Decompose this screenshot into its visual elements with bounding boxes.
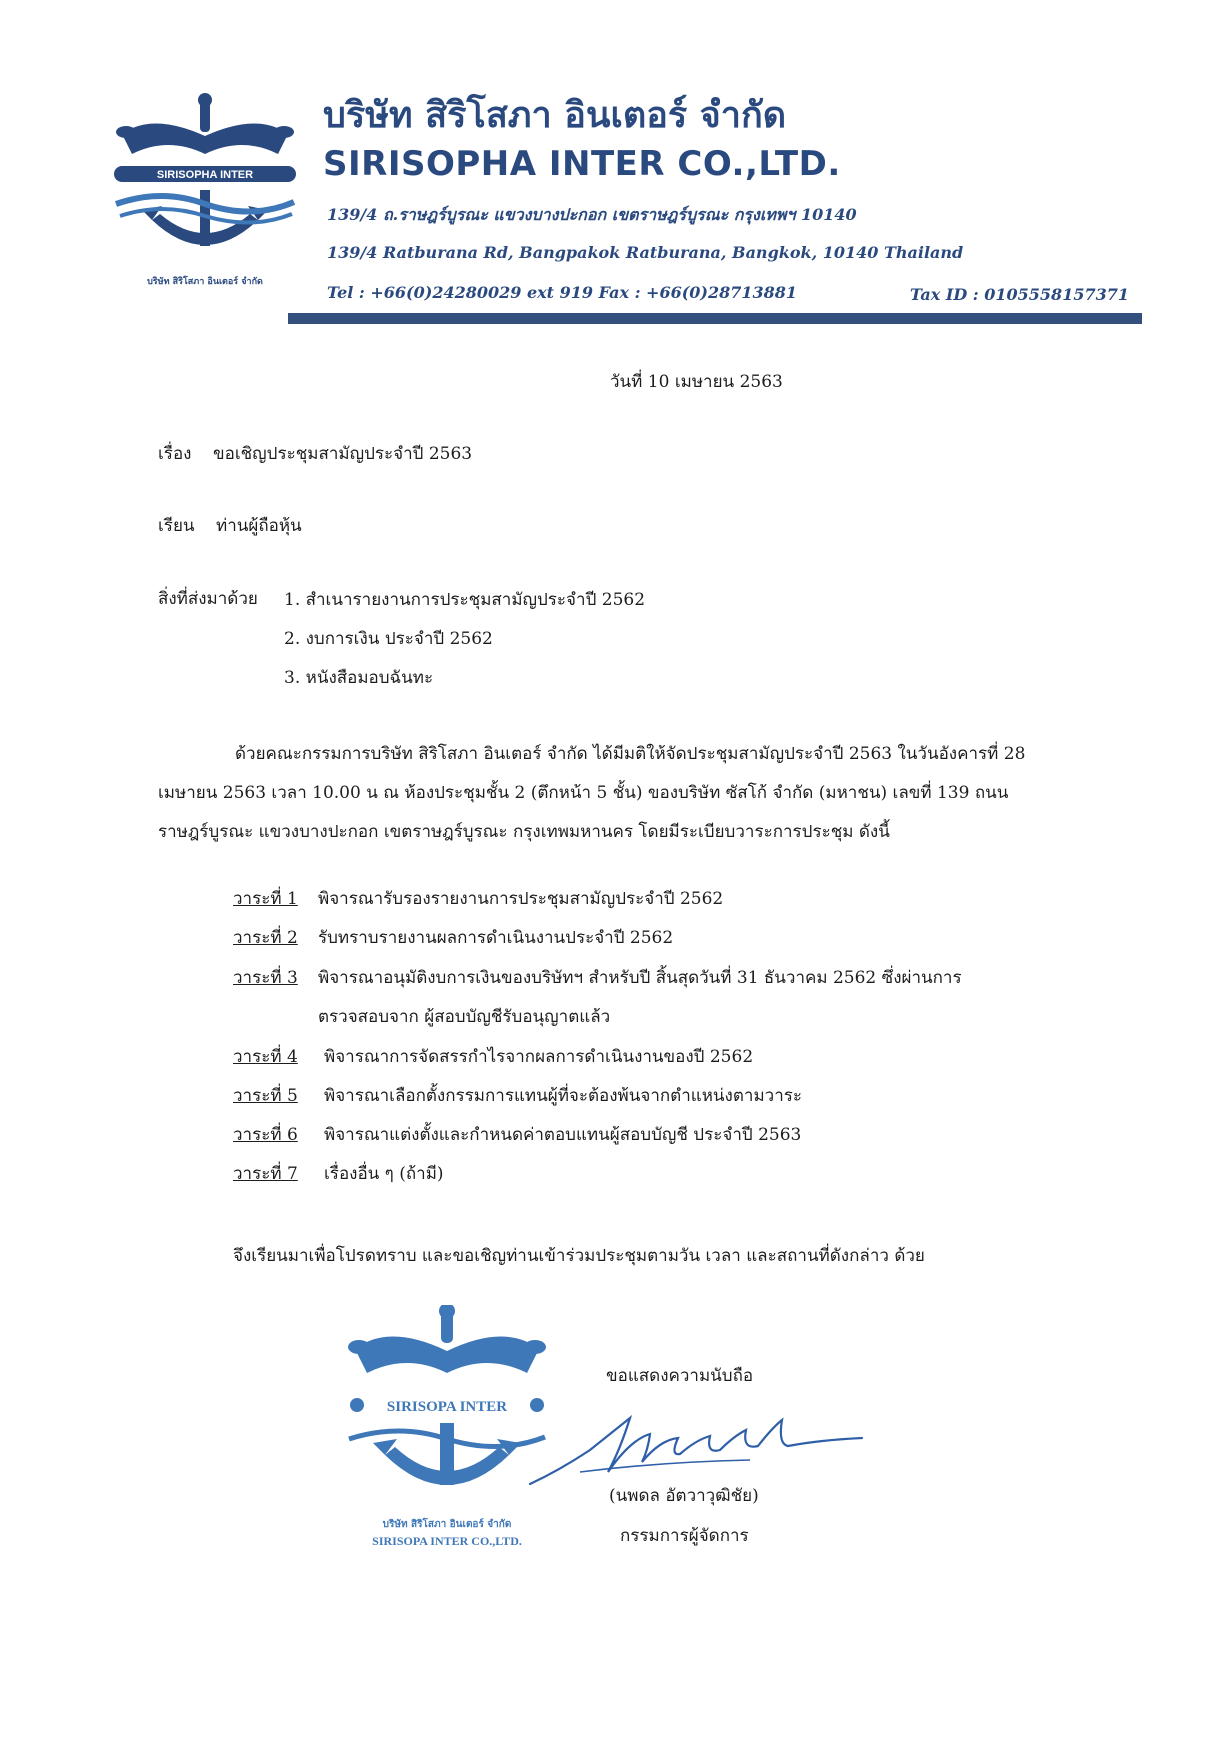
enclosure-item: 3. หนังสือมอบฉันทะ	[284, 668, 434, 688]
agenda-text-continued: ตรวจสอบจาก ผู้สอบบัญชีรับอนุญาตแล้ว	[318, 1007, 611, 1027]
handwritten-signature	[520, 1410, 870, 1490]
subject-label: เรื่อง	[158, 444, 192, 464]
agenda-text: พิจารณาเลือกตั้งกรรมการแทนผู้ที่จะต้องพ้นจากตำแหน่งตามวาระ	[324, 1086, 803, 1106]
recipient-label: เรียน	[158, 516, 195, 536]
agenda-label: วาระที่ 2	[233, 928, 298, 948]
agenda-text: พิจารณาการจัดสรรกำไรจากผลการดำเนินงานของปี 2562	[324, 1047, 754, 1067]
closing-sentence: จึงเรียนมาเพื่อโปรดทราบ และขอเชิญท่านเข้าร่วมประชุมตามวัน เวลา และสถานที่ดังกล่าว ด้วย	[233, 1246, 925, 1266]
agenda-text: รับทราบรายงานผลการดำเนินงานประจำปี 2562	[318, 928, 674, 948]
logo-band-text: SIRISOPHA INTER	[156, 169, 254, 181]
letterhead-divider	[288, 313, 1142, 324]
agenda-text: พิจารณาแต่งตั้งและกำหนดค่าตอบแทนผู้สอบบัญชี ประจำปี 2563	[324, 1125, 802, 1145]
company-name-thai: บริษัท สิริโสภา อินเตอร์ จำกัด	[323, 95, 787, 136]
body-paragraph-line: ด้วยคณะกรรมการบริษัท สิริโสภา อินเตอร์ จำกัด ได้มีมติให้จัดประชุมสามัญประจำปี 2563 ในวันอังคารที่ 28	[235, 744, 1026, 764]
body-paragraph-line: ราษฎร์บูรณะ แขวงบางปะกอก เขตราษฎร์บูรณะ กรุงเทพมหานคร โดยมีระเบียบวาระการประชุม ดังนี้	[158, 822, 890, 842]
logo-caption: บริษัท สิริโสภา อินเตอร์ จำกัด	[147, 277, 263, 287]
signer-name: (นพดล อัตวาวุฒิชัย)	[609, 1486, 759, 1506]
seal-caption-english: SIRISOPA INTER CO.,LTD.	[372, 1534, 522, 1548]
enclosure-item: 1. สำเนารายงานการประชุมสามัญประจำปี 2562	[284, 590, 646, 610]
agenda-text: พิจารณารับรองรายงานการประชุมสามัญประจำปี 2562	[318, 889, 724, 909]
enclosure-item: 2. งบการเงิน ประจำปี 2562	[284, 629, 493, 649]
agenda-text: พิจารณาอนุมัติงบการเงินของบริษัทฯ สำหรับปี สิ้นสุดวันที่ 31 ธันวาคม 2562 ซึ่งผ่านการ	[318, 968, 962, 988]
agenda-label: วาระที่ 7	[233, 1164, 298, 1184]
recipient-text: ท่านผู้ถือหุ้น	[216, 516, 302, 536]
signer-title: กรรมการผู้จัดการ	[620, 1526, 749, 1546]
regards-text: ขอแสดงความนับถือ	[606, 1366, 754, 1386]
agenda-label: วาระที่ 6	[233, 1125, 298, 1145]
agenda-label: วาระที่ 3	[233, 968, 298, 988]
company-name-english: SIRISOPHA INTER CO.,LTD.	[323, 144, 841, 184]
seal-band-text: SIRISOPA INTER	[386, 1399, 508, 1415]
agenda-label: วาระที่ 1	[233, 889, 298, 909]
subject-text: ขอเชิญประชุมสามัญประจำปี 2563	[213, 444, 473, 464]
contact-phone-fax: Tel : +66(0)24280029 ext 919 Fax : +66(0)28713881	[327, 283, 798, 302]
agenda-label: วาระที่ 4	[233, 1047, 298, 1067]
enclosures-label: สิ่งที่ส่งมาด้วย	[158, 589, 258, 609]
tax-id: Tax ID : 0105558157371	[910, 285, 1129, 304]
seal-caption-thai: บริษัท สิริโสภา อินเตอร์ จำกัด	[382, 1519, 512, 1530]
address-thai: 139/4 ถ.ราษฎร์บูรณะ แขวงบางปะกอก เขตราษฎร์บูรณะ กรุงเทพฯ 10140	[327, 205, 857, 224]
body-paragraph-line: เมษายน 2563 เวลา 10.00 น ณ ห้องประชุมชั้น 2 (ตึกหน้า 5 ชั้น) ของบริษัท ซัสโก้ จำกัด (มหาชน) เลขที่ 139 ถนน	[158, 783, 1009, 803]
address-english: 139/4 Ratburana Rd, Bangpakok Ratburana, Bangkok, 10140 Thailand	[327, 243, 964, 262]
company-logo	[112, 92, 298, 292]
agenda-label: วาระที่ 5	[233, 1086, 298, 1106]
letter-date: วันที่ 10 เมษายน 2563	[610, 372, 783, 392]
agenda-text: เรื่องอื่น ๆ (ถ้ามี)	[324, 1164, 444, 1184]
